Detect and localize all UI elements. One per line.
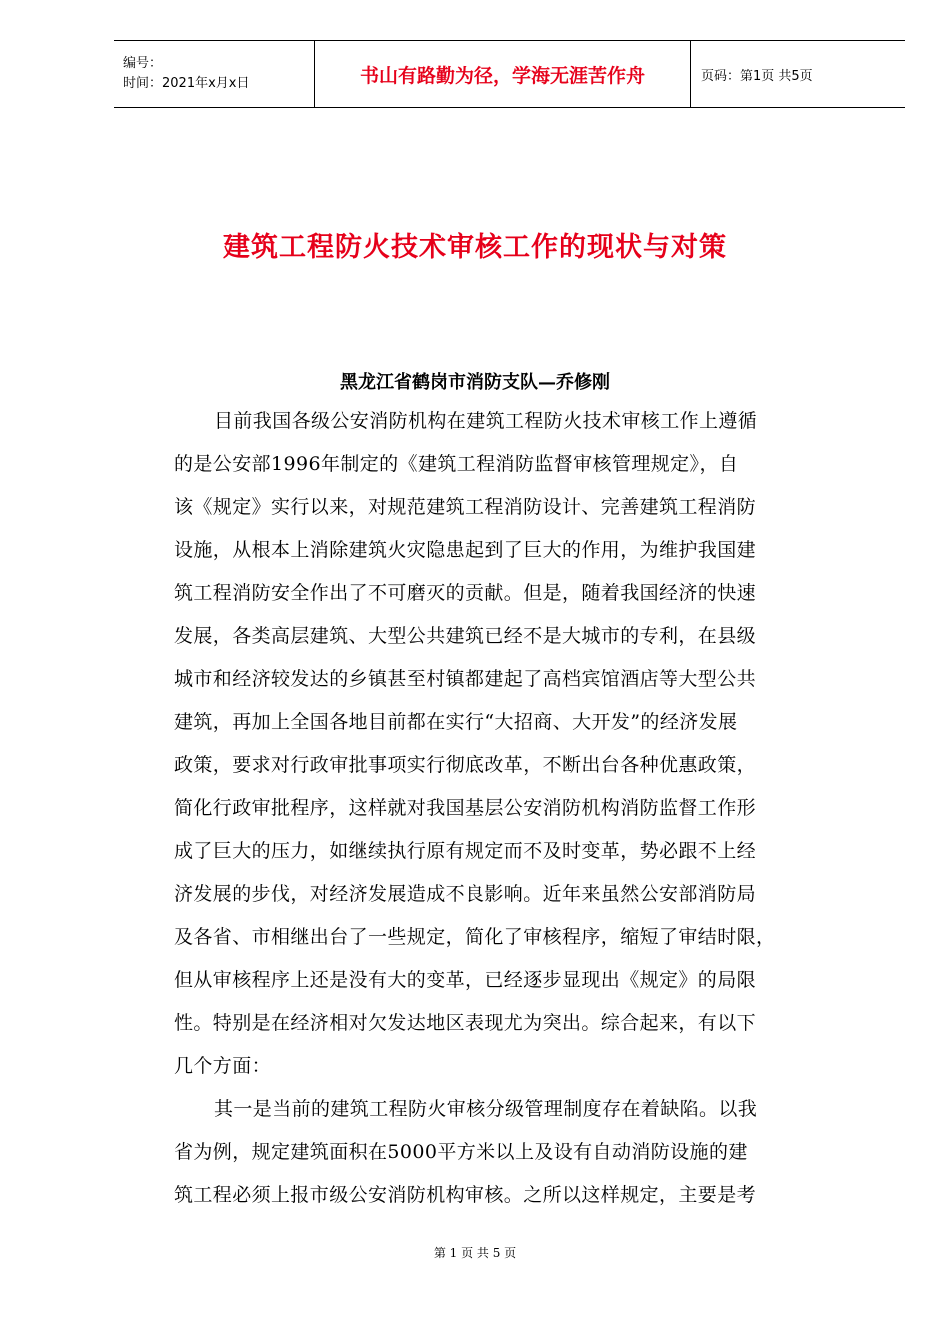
number-label: 编号： — [123, 56, 163, 71]
body-line: 政策，要求对行政审批事项实行彻底改革，不断出台各种优惠政策， — [174, 754, 757, 776]
body-line: 几个方面： — [174, 1055, 272, 1077]
body-line: 筑工程必须上报市级公安消防机构审核。之所以这样规定，主要是考 — [174, 1184, 757, 1206]
body-line: 简化行政审批程序，这样就对我国基层公安消防机构消防监督工作形 — [174, 797, 757, 819]
body-line: 建筑，再加上全国各地目前都在实行“大招商、大开发”的经济发展 — [174, 711, 738, 733]
body-line: 设施，从根本上消除建筑火灾隐患起到了巨大的作用，为维护我国建 — [174, 539, 757, 561]
body-line: 但从审核程序上还是没有大的变革，已经逐步显现出《规定》的局限 — [174, 969, 757, 991]
document-author: 黑龙江省鹤岗市消防支队—乔修刚 — [340, 372, 610, 393]
document-body — [174, 400, 854, 1217]
body-line: 的是公安部1996年制定的《建筑工程消防监督审核管理规定》，自 — [174, 453, 739, 475]
body-line: 及各省、市相继出台了一些规定，简化了审核程序，缩短了审结时限， — [174, 926, 776, 948]
body-line: 济发展的步伐，对经济发展造成不良影响。近年来虽然公安部消防局 — [174, 883, 757, 905]
body-line: 该《规定》实行以来，对规范建筑工程消防设计、完善建筑工程消防 — [174, 496, 757, 518]
header-page-info: 页码：第1页 共5页 — [701, 68, 813, 84]
body-line: 性。特别是在经济相对欠发达地区表现尤为突出。综合起来，有以下 — [174, 1012, 757, 1034]
body-line: 省为例，规定建筑面积在5000平方米以上及设有自动消防设施的建 — [174, 1141, 748, 1163]
body-line: 目前我国各级公安消防机构在建筑工程防火技术审核工作上遵循 — [214, 410, 758, 432]
page-footer: 第 1 页 共 5 页 — [433, 1246, 517, 1260]
body-line: 筑工程消防安全作出了不可磨灭的贡献。但是，随着我国经济的快速 — [174, 582, 757, 604]
body-line: 城市和经济较发达的乡镇甚至村镇都建起了高档宾馆酒店等大型公共 — [174, 668, 757, 690]
body-line: 发展，各类高层建筑、大型公共建筑已经不是大城市的专利，在县级 — [174, 625, 757, 647]
body-line: 其一是当前的建筑工程防火审核分级管理制度存在着缺陷。以我 — [214, 1098, 758, 1120]
body-line: 成了巨大的压力，如继续执行原有规定而不及时变革，势必跟不上经 — [174, 840, 757, 862]
page-header — [114, 40, 905, 108]
time-label: 时间：2021年x月x日 — [123, 76, 250, 91]
document-title: 建筑工程防火技术审核工作的现状与对策 — [223, 232, 727, 263]
header-motto: 书山有路勤为径，学海无涯苦作舟 — [315, 41, 691, 107]
header-meta — [114, 41, 315, 107]
